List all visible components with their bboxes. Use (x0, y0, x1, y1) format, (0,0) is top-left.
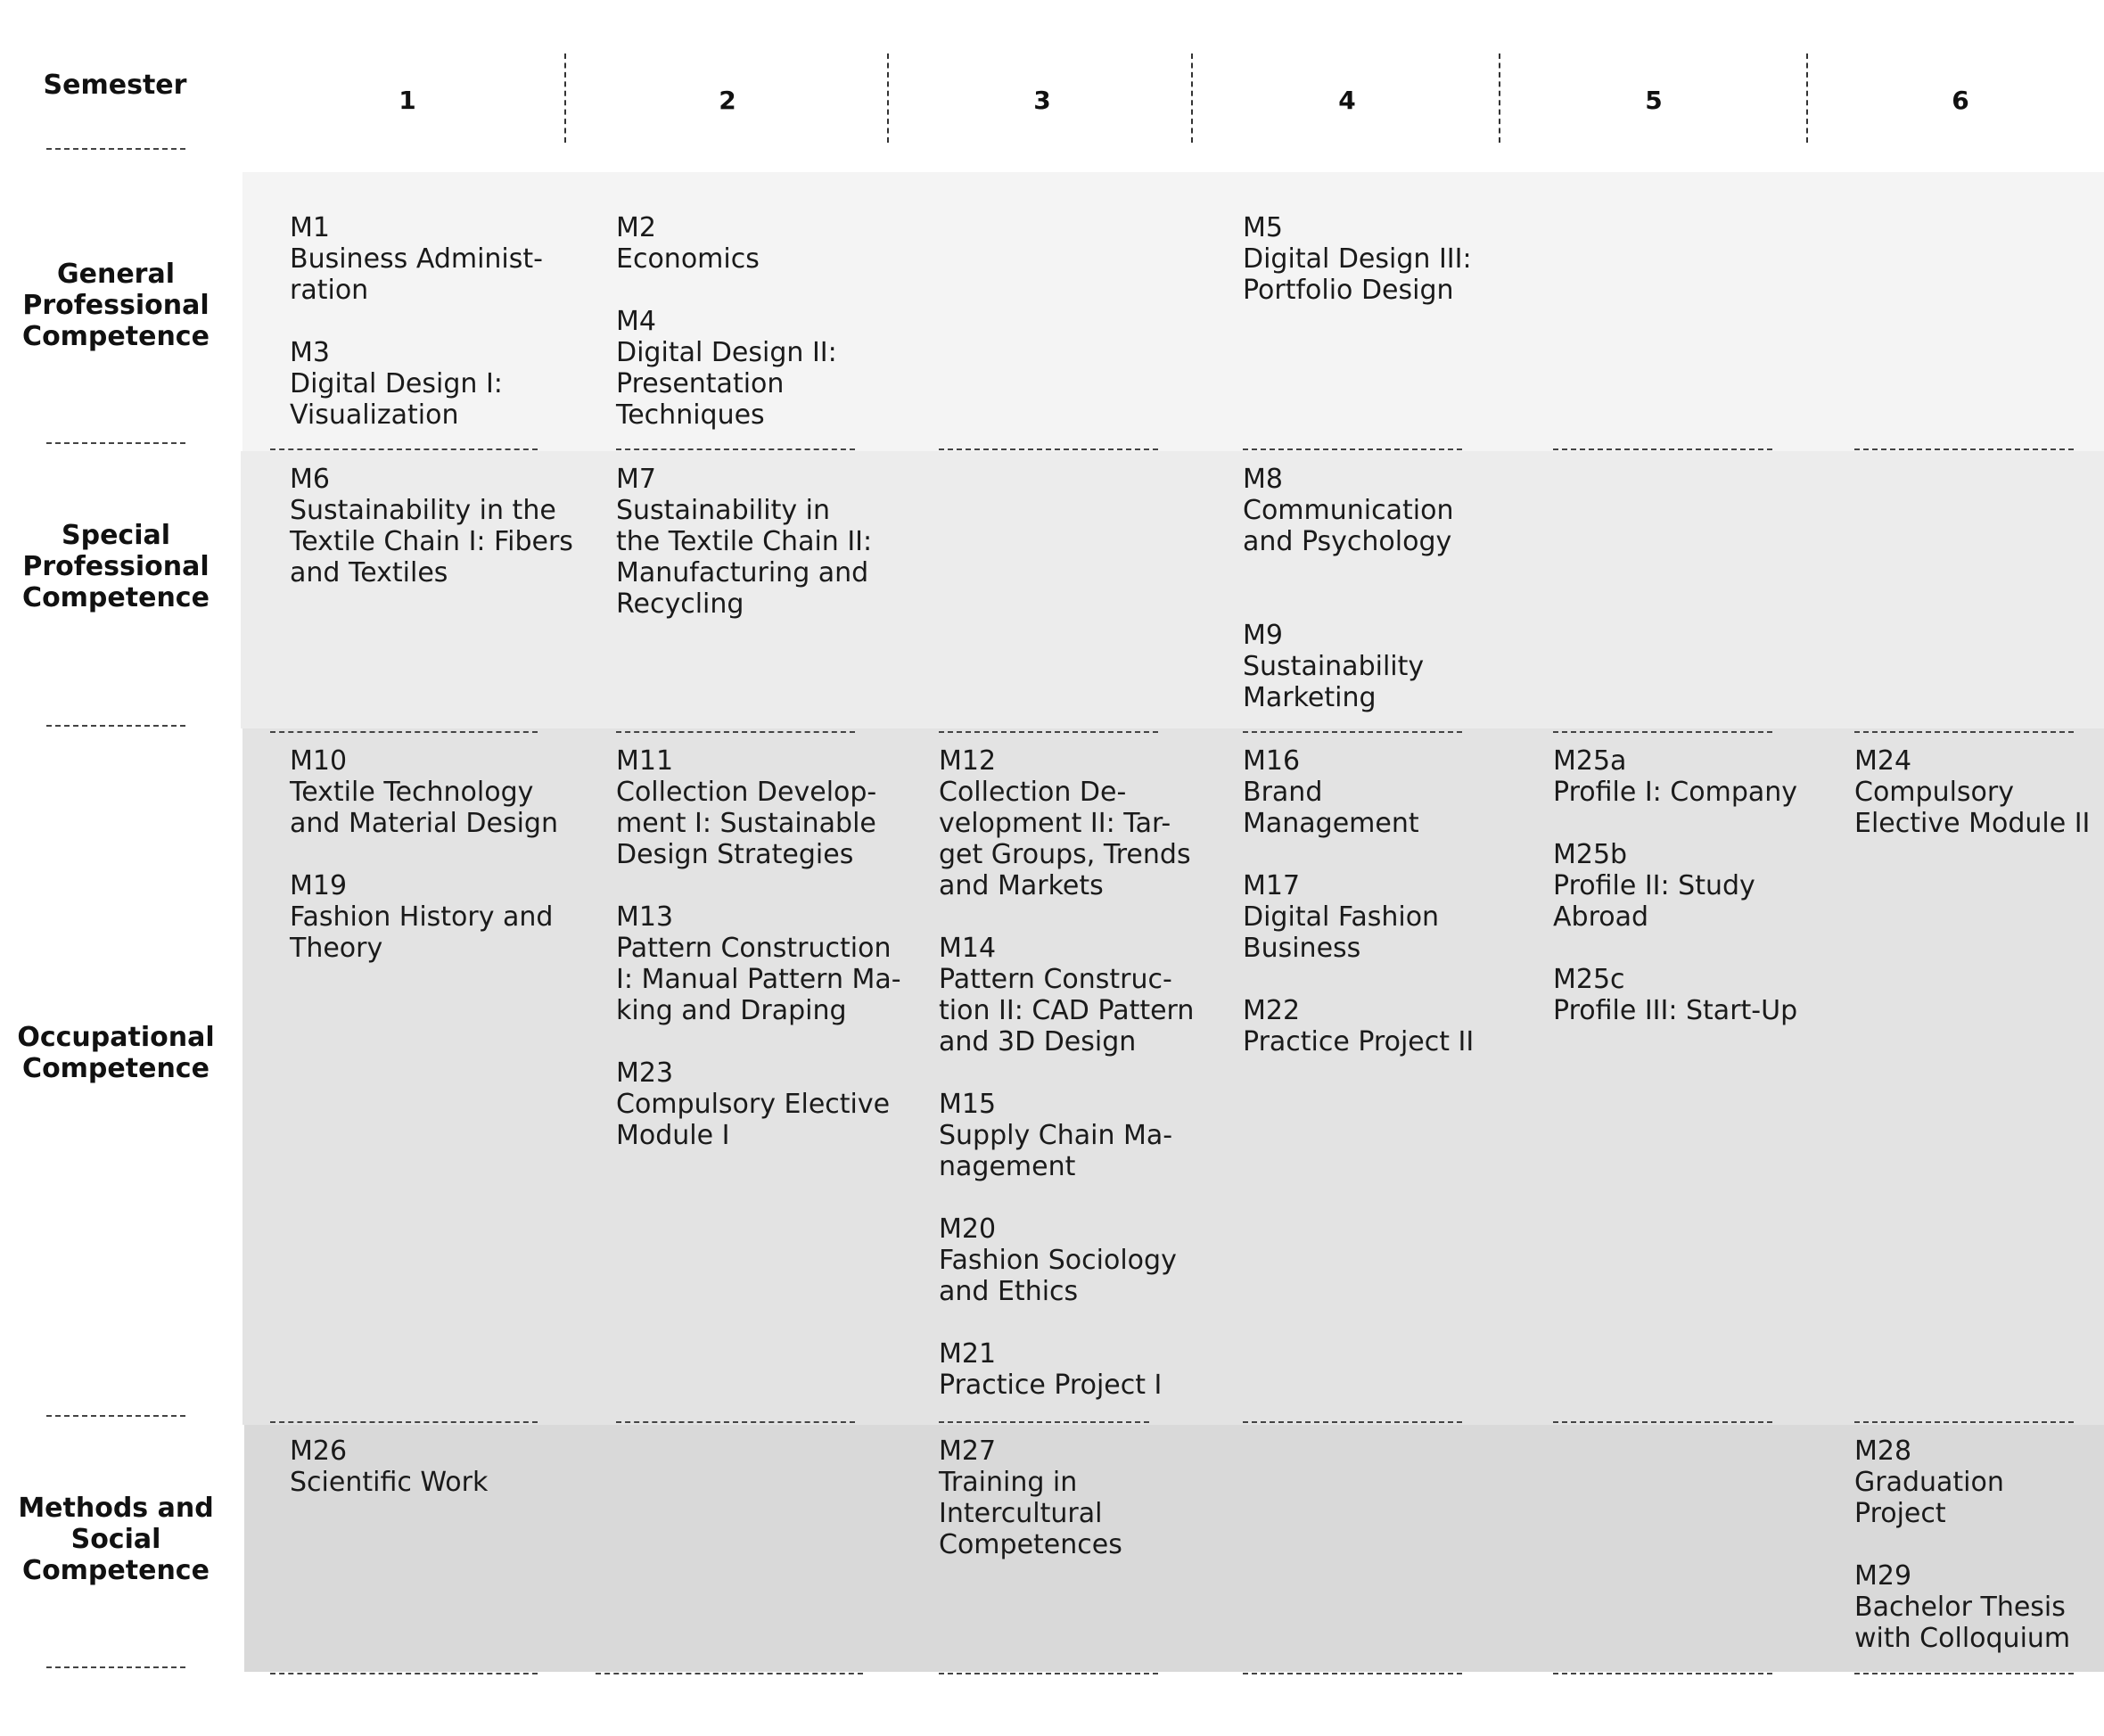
cell-divider (1243, 731, 1462, 733)
cell-divider (270, 448, 538, 450)
cell-divider (596, 1673, 863, 1674)
column-separator (1191, 53, 1193, 143)
cell-divider (270, 731, 538, 733)
semester-3-header: 3 (1033, 86, 1051, 115)
cell-divider (616, 448, 855, 450)
cell-divider (616, 731, 855, 733)
cell-divider (1243, 448, 1462, 450)
row-divider (46, 725, 185, 727)
row-divider (46, 1666, 185, 1668)
cell-divider (1243, 1673, 1462, 1674)
column-separator (1499, 53, 1500, 143)
cell-divider (1854, 1673, 2074, 1674)
cell-methods-semester-6: M28 Graduation Project M29 Bachelor Thesis with Colloquium (1854, 1436, 2071, 1654)
cell-divider (1854, 731, 2074, 733)
row-label-occupational: Occupational Competence (17, 1022, 215, 1084)
cell-divider (1854, 448, 2074, 450)
cell-occupational-semester-6: M24 Compulsory Elective Module II (1854, 745, 2091, 839)
cell-methods-semester-3: M27 Training in Intercultural Competences (939, 1436, 1122, 1560)
cell-special-semester-1: M6 Sustainability in the Textile Chain I: Fibers and Textiles (290, 464, 573, 588)
semester-2-header: 2 (719, 86, 736, 115)
cell-divider (270, 1421, 538, 1423)
cell-divider (270, 1673, 538, 1674)
column-separator (1806, 53, 1808, 143)
cell-occupational-semester-1: M10 Textile Technology and Material Design M19 Fashion History and Theory (290, 745, 558, 964)
row-label-methods: Methods and Social Competence (18, 1493, 214, 1586)
cell-divider (939, 731, 1158, 733)
cell-occupational-semester-2: M11 Collection Develop- ment I: Sustainable Design Strategies M13 Pattern Construction I: Manual Pattern Ma- king and Draping M23 Compulsory Elective Module I (616, 745, 901, 1151)
semester-6-header: 6 (1952, 86, 1969, 115)
cell-divider (1553, 448, 1772, 450)
cell-general-semester-2: M2 Economics M4 Digital Design II: Presentation Techniques (616, 212, 837, 431)
semester-4-header: 4 (1338, 86, 1356, 115)
cell-divider (939, 448, 1158, 450)
cell-general-semester-1: M1 Business Administ- ration M3 Digital Design I: Visualization (290, 212, 543, 431)
cell-general-semester-4: M5 Digital Design III: Portfolio Design (1243, 212, 1472, 306)
row-label-general: General Professional Competence (22, 259, 210, 352)
cell-divider (1553, 1673, 1772, 1674)
cell-divider (616, 1421, 855, 1423)
cell-divider (939, 1421, 1149, 1423)
cell-divider (1854, 1421, 2074, 1423)
semester-header-label: Semester (43, 70, 187, 101)
column-separator (887, 53, 889, 143)
row-divider (46, 148, 185, 150)
cell-occupational-semester-5: M25a Profile I: Company M25b Profile II: Study Abroad M25c Profile III: Start-Up (1553, 745, 1798, 1026)
cell-divider (939, 1673, 1158, 1674)
semester-1-header: 1 (399, 86, 416, 115)
cell-divider (1243, 1421, 1462, 1423)
cell-special-semester-2: M7 Sustainability in the Textile Chain II: Manufacturing and Recycling (616, 464, 873, 620)
cell-divider (1553, 731, 1772, 733)
semester-5-header: 5 (1645, 86, 1663, 115)
row-divider (46, 442, 185, 444)
methods-row-band (244, 1425, 2104, 1672)
column-separator (564, 53, 566, 143)
row-divider (46, 1415, 185, 1417)
row-label-special: Special Professional Competence (22, 520, 210, 613)
cell-occupational-semester-4: M16 Brand Management M17 Digital Fashion Business M22 Practice Project II (1243, 745, 1475, 1057)
cell-occupational-semester-3: M12 Collection De- velopment II: Tar- get Groups, Trends and Markets M14 Pattern Construc- tion II: CAD Pattern and 3D Design M15 Supply Chain Ma- nagement M20 Fashion Sociology and Ethics M21 Practice Project I (939, 745, 1195, 1401)
cell-divider (1553, 1421, 1772, 1423)
cell-methods-semester-1: M26 Scientific Work (290, 1436, 489, 1498)
cell-special-semester-4: M8 Communication and Psychology M9 Sustainability Marketing (1243, 464, 1454, 713)
